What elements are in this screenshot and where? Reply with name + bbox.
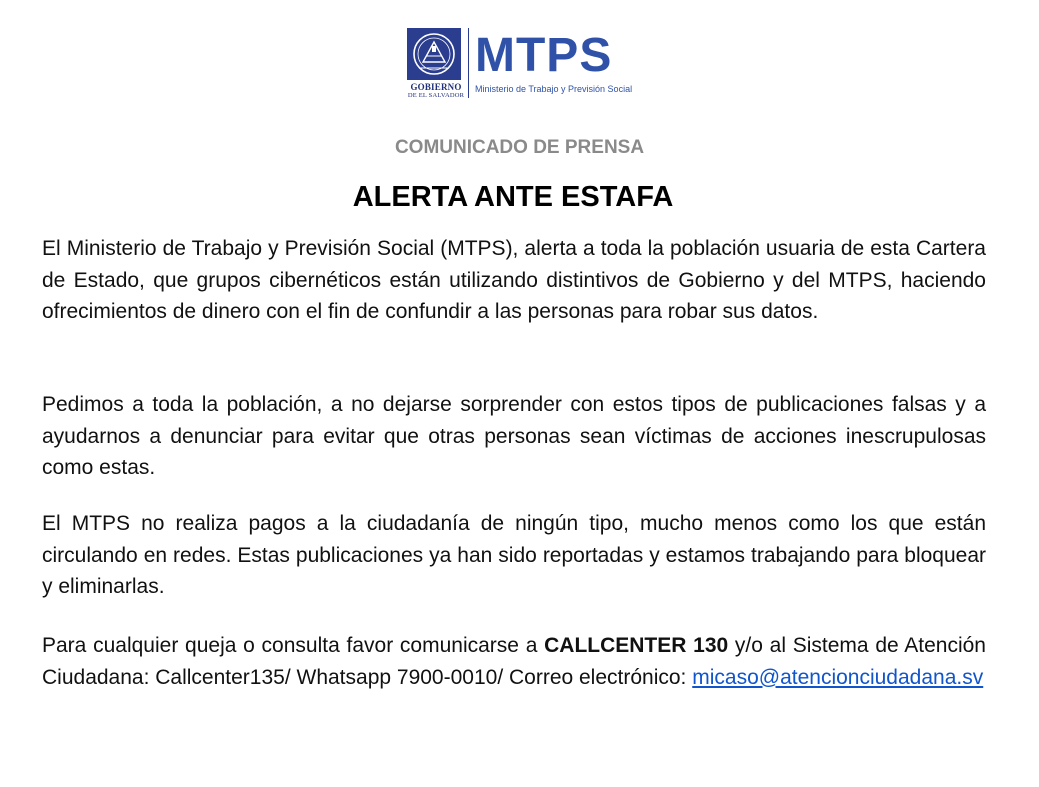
contact-details-text: y/o al Sistema de Atención Ciudadana: Callcenter135/ Whatsapp 7900-0010/ Correo electrónico: xyxy=(42,634,986,689)
callcenter-highlight: CALLCENTER 130 xyxy=(544,634,729,657)
paragraph-3: El MTPS no realiza pagos a la ciudadanía de ningún tipo, mucho menos como los que están circulando en redes. Estas publicaciones ya han sido reportadas y estamos trabajando para bloquear y eliminarlas. xyxy=(42,512,986,598)
paragraph-2: Pedimos a toda la población, a no dejarse sorprender con estos tipos de publicaciones falsas y a ayudarnos a denunciar para evitar que otras personas sean víctimas de acciones inescrupulosas como estas. xyxy=(42,393,986,479)
logo-divider xyxy=(468,28,469,98)
el-salvador-seal-icon xyxy=(407,28,461,80)
contact-intro-text: Para cualquier queja o consulta favor comunicarse a xyxy=(42,634,545,657)
paragraph-4 xyxy=(42,630,986,693)
header-logo-block xyxy=(405,26,633,102)
mtps-logo-text: MTPS xyxy=(475,29,613,82)
government-seal-block xyxy=(405,26,467,102)
page-title: ALERTA ANTE ESTAFA xyxy=(352,181,674,213)
paragraph-1: El Ministerio de Trabajo y Previsión Social (MTPS), alerta a toda la población usuaria de esta Cartera de Estado, que grupos cibernéticos están utilizando distintivos de Gobierno y del MTPS, haciendo ofrecimientos de dinero con el fin de confundir a las personas para robar sus datos. xyxy=(42,237,986,323)
government-label: GOBIERNO xyxy=(410,82,462,92)
email-link[interactable]: micaso@atencionciudadana.sv xyxy=(692,665,984,689)
government-sublabel: DE EL SALVADOR xyxy=(407,92,465,99)
mtps-logo-subtitle: Ministerio de Trabajo y Previsión Social xyxy=(475,84,633,94)
press-release-kicker: COMUNICADO DE PRENSA xyxy=(394,137,645,158)
